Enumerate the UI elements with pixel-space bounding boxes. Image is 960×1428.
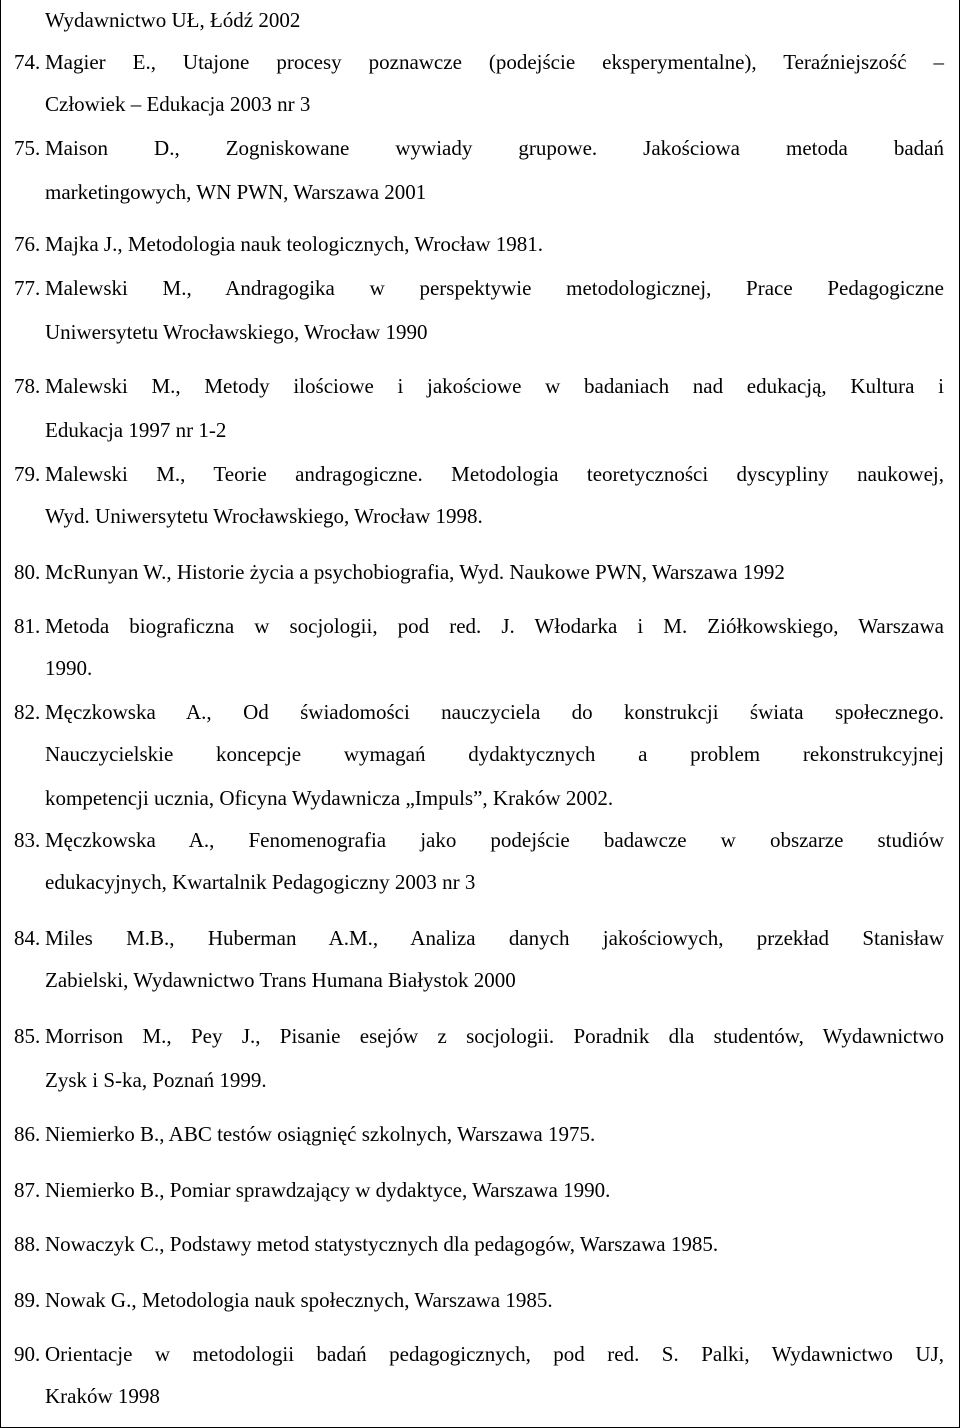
reference-continuation-line: Zysk i S-ka, Poznań 1999. (45, 1068, 267, 1092)
reference-continuation-line: Uniwersytetu Wrocławskiego, Wrocław 1990 (45, 320, 428, 344)
reference-continuation-line: kompetencji ucznia, Oficyna Wydawnicza „Impuls”, Kraków 2002. (45, 786, 614, 810)
reference-continuation-line: Wyd. Uniwersytetu Wrocławskiego, Wrocław 1998. (45, 504, 483, 528)
reference-line: Niemierko B., Pomiar sprawdzający w dydaktyce, Warszawa 1990. (45, 1178, 611, 1202)
reference-line: Malewski M., Metody ilościowe i jakościowe w badaniach nad edukacją, Kultura i (45, 374, 944, 398)
reference-line: Maison D., Zogniskowane wywiady grupowe. Jakościowa metoda badań (45, 136, 944, 160)
reference-line: Majka J., Metodologia nauk teologicznych, Wrocław 1981. (45, 232, 543, 256)
reference-line: Malewski M., Teorie andragogiczne. Metodologia teoretyczności dyscypliny naukowej, (45, 462, 944, 486)
reference-number: 83. (14, 828, 41, 852)
reference-number: 79. (14, 462, 41, 486)
reference-continuation-line: edukacyjnych, Kwartalnik Pedagogiczny 2003 nr 3 (45, 870, 476, 894)
reference-line: Orientacje w metodologii badań pedagogicznych, pod red. S. Palki, Wydawnictwo UJ, (45, 1342, 944, 1366)
reference-number: 90. (14, 1342, 41, 1366)
reference-continuation-line: Nauczycielskie koncepcje wymagań dydaktycznych a problem rekonstrukcyjnej (45, 742, 944, 766)
reference-number: 82. (14, 700, 41, 724)
reference-continuation-line: Edukacja 1997 nr 1-2 (45, 418, 227, 442)
reference-continuation-line: Kraków 1998 (45, 1384, 160, 1408)
reference-line: Malewski M., Andragogika w perspektywie metodologicznej, Prace Pedagogiczne (45, 276, 944, 300)
reference-line: Męczkowska A., Fenomenografia jako podejście badawcze w obszarze studiów (45, 828, 944, 852)
reference-line: Nowak G., Metodologia nauk społecznych, Warszawa 1985. (45, 1288, 553, 1312)
reference-line: Męczkowska A., Od świadomości nauczyciela do konstrukcji świata społecznego. (45, 700, 944, 724)
reference-continuation-line: marketingowych, WN PWN, Warszawa 2001 (45, 180, 427, 204)
reference-continuation-line: 1990. (45, 656, 93, 680)
reference-line: Miles M.B., Huberman A.M., Analiza danych jakościowych, przekład Stanisław (45, 926, 944, 950)
reference-number: 80. (14, 560, 41, 584)
reference-number: 77. (14, 276, 41, 300)
reference-continuation-line: Zabielski, Wydawnictwo Trans Humana Białystok 2000 (45, 968, 516, 992)
reference-line: Nowaczyk C., Podstawy metod statystycznych dla pedagogów, Warszawa 1985. (45, 1232, 719, 1256)
reference-number: 81. (14, 614, 41, 638)
reference-number: 84. (14, 926, 41, 950)
reference-number: 85. (14, 1024, 41, 1048)
reference-number: 86. (14, 1122, 41, 1146)
reference-number: 88. (14, 1232, 41, 1256)
reference-line: Magier E., Utajone procesy poznawcze (podejście eksperymentalne), Teraźniejszość – (45, 50, 944, 74)
reference-line: McRunyan W., Historie życia a psychobiografia, Wyd. Naukowe PWN, Warszawa 1992 (45, 560, 785, 584)
reference-number: 75. (14, 136, 41, 160)
reference-number: 89. (14, 1288, 41, 1312)
reference-line: Metoda biograficzna w socjologii, pod red. J. Włodarka i M. Ziółkowskiego, Warszawa (45, 614, 944, 638)
reference-line: Morrison M., Pey J., Pisanie esejów z socjologii. Poradnik dla studentów, Wydawnictwo (45, 1024, 944, 1048)
reference-continuation-line: Człowiek – Edukacja 2003 nr 3 (45, 92, 311, 116)
reference-continuation-line: Wydawnictwo UŁ, Łódź 2002 (45, 8, 301, 32)
reference-number: 78. (14, 374, 41, 398)
reference-number: 76. (14, 232, 41, 256)
reference-number: 87. (14, 1178, 41, 1202)
reference-number: 74. (14, 50, 41, 74)
reference-line: Niemierko B., ABC testów osiągnięć szkolnych, Warszawa 1975. (45, 1122, 596, 1146)
